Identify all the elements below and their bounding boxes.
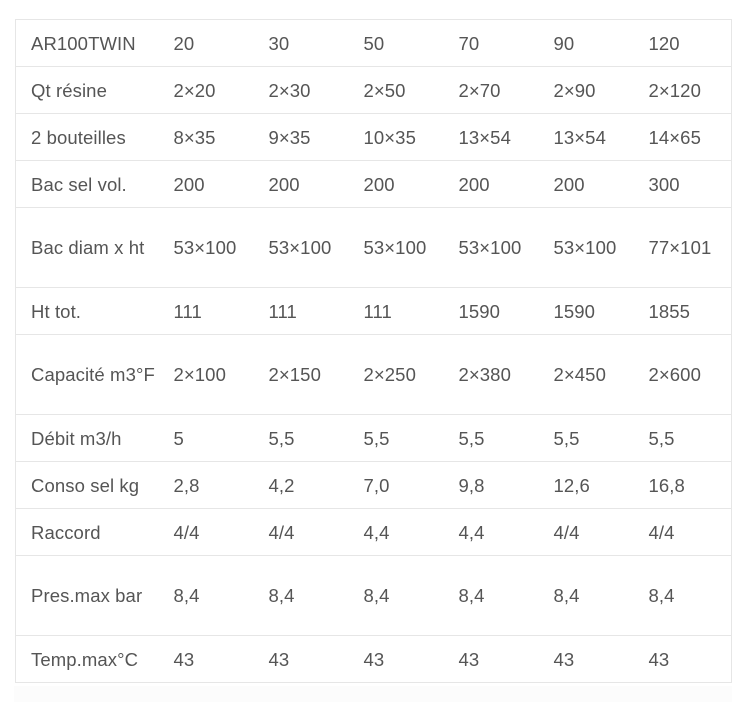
table-cell: 5,5 <box>459 415 554 462</box>
table-cell: 2×380 <box>459 335 554 415</box>
table-cell: 43 <box>174 636 269 683</box>
table-cell: 5,5 <box>649 415 732 462</box>
table-cell: 200 <box>174 161 269 208</box>
table-cell: 9,8 <box>459 462 554 509</box>
table-cell: 2×30 <box>269 67 364 114</box>
table-cell: 111 <box>174 288 269 335</box>
table-cell: 2×50 <box>364 67 459 114</box>
table-cell: 200 <box>269 161 364 208</box>
table-cell: 2×150 <box>269 335 364 415</box>
table-cell: 300 <box>649 161 732 208</box>
table-cell: 1590 <box>554 288 649 335</box>
table-cell: 4/4 <box>269 509 364 556</box>
table-cell: 8,4 <box>174 556 269 636</box>
table-cell: 111 <box>269 288 364 335</box>
table-cell: 13×54 <box>459 114 554 161</box>
spec-table-body <box>16 20 732 683</box>
table-cell: 43 <box>649 636 732 683</box>
spec-table <box>15 19 732 683</box>
table-cell: 2×70 <box>459 67 554 114</box>
table-row <box>16 636 732 683</box>
table-row <box>16 335 732 415</box>
table-cell: 1590 <box>459 288 554 335</box>
row-label: Temp.max°C <box>16 636 174 683</box>
table-cell: 2,8 <box>174 462 269 509</box>
table-cell: 2×100 <box>174 335 269 415</box>
row-label: Débit m3/h <box>16 415 174 462</box>
table-cell: 14×65 <box>649 114 732 161</box>
table-row <box>16 20 732 67</box>
table-cell: 111 <box>364 288 459 335</box>
table-cell: 120 <box>649 20 732 67</box>
table-cell: 4/4 <box>649 509 732 556</box>
table-cell: 43 <box>554 636 649 683</box>
table-cell: 200 <box>364 161 459 208</box>
table-cell: 16,8 <box>649 462 732 509</box>
table-cell: 8,4 <box>459 556 554 636</box>
table-cell: 70 <box>459 20 554 67</box>
table-cell: 4/4 <box>174 509 269 556</box>
table-cell: 8,4 <box>269 556 364 636</box>
table-cell: 53×100 <box>364 208 459 288</box>
table-cell: 4,4 <box>364 509 459 556</box>
table-cell: 200 <box>554 161 649 208</box>
table-cell: 77×101 <box>649 208 732 288</box>
table-cell: 8,4 <box>554 556 649 636</box>
table-cell: 4,4 <box>459 509 554 556</box>
table-row <box>16 288 732 335</box>
table-row <box>16 556 732 636</box>
table-row <box>16 415 732 462</box>
table-cell: 43 <box>459 636 554 683</box>
row-label: 2 bouteilles <box>16 114 174 161</box>
table-row <box>16 114 732 161</box>
row-label: AR100TWIN <box>16 20 174 67</box>
row-label: Bac diam x ht <box>16 208 174 288</box>
table-cell: 12,6 <box>554 462 649 509</box>
table-cell: 7,0 <box>364 462 459 509</box>
table-cell: 4/4 <box>554 509 649 556</box>
table-cell: 43 <box>269 636 364 683</box>
table-cell: 5,5 <box>269 415 364 462</box>
table-cell: 50 <box>364 20 459 67</box>
table-cell: 53×100 <box>459 208 554 288</box>
table-cell: 2×120 <box>649 67 732 114</box>
table-cell: 1855 <box>649 288 732 335</box>
table-row <box>16 67 732 114</box>
table-cell: 13×54 <box>554 114 649 161</box>
table-cell: 200 <box>459 161 554 208</box>
row-label: Capacité m3°F <box>16 335 174 415</box>
table-cell: 30 <box>269 20 364 67</box>
table-cell: 8×35 <box>174 114 269 161</box>
row-label: Pres.max bar <box>16 556 174 636</box>
table-cell: 10×35 <box>364 114 459 161</box>
table-row <box>16 462 732 509</box>
row-label: Qt résine <box>16 67 174 114</box>
table-row <box>16 509 732 556</box>
table-cell: 2×250 <box>364 335 459 415</box>
table-cell: 8,4 <box>649 556 732 636</box>
table-cell: 5 <box>174 415 269 462</box>
table-cell: 2×450 <box>554 335 649 415</box>
table-cell: 2×90 <box>554 67 649 114</box>
row-label: Bac sel vol. <box>16 161 174 208</box>
table-cell: 5,5 <box>364 415 459 462</box>
table-cell: 8,4 <box>364 556 459 636</box>
row-label: Ht tot. <box>16 288 174 335</box>
row-label: Conso sel kg <box>16 462 174 509</box>
row-label: Raccord <box>16 509 174 556</box>
table-row <box>16 208 732 288</box>
page-bottom-edge <box>14 686 732 702</box>
table-cell: 9×35 <box>269 114 364 161</box>
table-cell: 2×20 <box>174 67 269 114</box>
table-cell: 4,2 <box>269 462 364 509</box>
table-cell: 53×100 <box>174 208 269 288</box>
table-cell: 2×600 <box>649 335 732 415</box>
table-cell: 43 <box>364 636 459 683</box>
table-cell: 90 <box>554 20 649 67</box>
table-cell: 53×100 <box>554 208 649 288</box>
table-row <box>16 161 732 208</box>
table-cell: 5,5 <box>554 415 649 462</box>
table-cell: 20 <box>174 20 269 67</box>
table-cell: 53×100 <box>269 208 364 288</box>
